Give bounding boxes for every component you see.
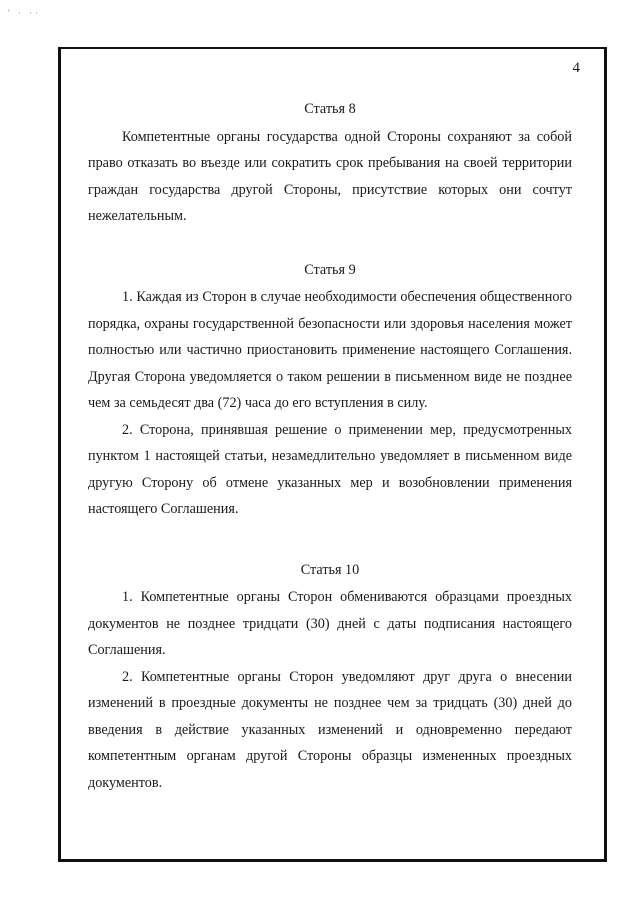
article-9-paragraph-2: 2. Сторона, принявшая решение о применении мер, предусмотренных пунктом 1 настоящей статьи, незамедлительно уведомляет в письменном виде другую Сторону об отмене указанных мер и возобновлении применения настоящего Соглашения. <box>88 421 572 517</box>
article-8-heading: Статья 8 <box>304 101 356 117</box>
document-body <box>88 96 572 796</box>
article-9-paragraph-1: 1. Каждая из Сторон в случае необходимости обеспечения общественного порядка, охраны государственной безопасности или здоровья населения может полностью или частично приостановить применение настоящего Соглашения. Другая Сторона уведомляется о таком решении в письменном виде не позднее чем за семьдесят два (72) часа до его вступления в силу. <box>88 289 572 411</box>
page-number: 4 <box>572 60 580 76</box>
article-10-heading: Статья 10 <box>300 561 360 578</box>
article-9-heading: Статья 9 <box>304 261 356 278</box>
scan-artifact-marks: ' · ·· <box>8 8 42 18</box>
article-10-paragraph-1: 1. Компетентные органы Сторон обмениваются образцами проездных документов не позднее тридцати (30) дней с даты подписания настоящего Соглашения. <box>88 589 572 658</box>
article-10-paragraph-2: 2. Компетентные органы Сторон уведомляют друг друга о внесении изменений в проездные документы не позднее чем за тридцать (30) дней до введения в действие указанных изменений и одновременно передают компетентным органам другой Стороны образцы измененных проездных документов. <box>88 668 572 791</box>
page-frame <box>58 47 607 862</box>
article-8-paragraph: Компетентные органы государства одной Стороны сохраняют за собой право отказать во въезде или сократить срок пребывания на своей территории граждан государства другой Стороны, присутствие которых они сочтут нежелательным. <box>88 128 572 224</box>
